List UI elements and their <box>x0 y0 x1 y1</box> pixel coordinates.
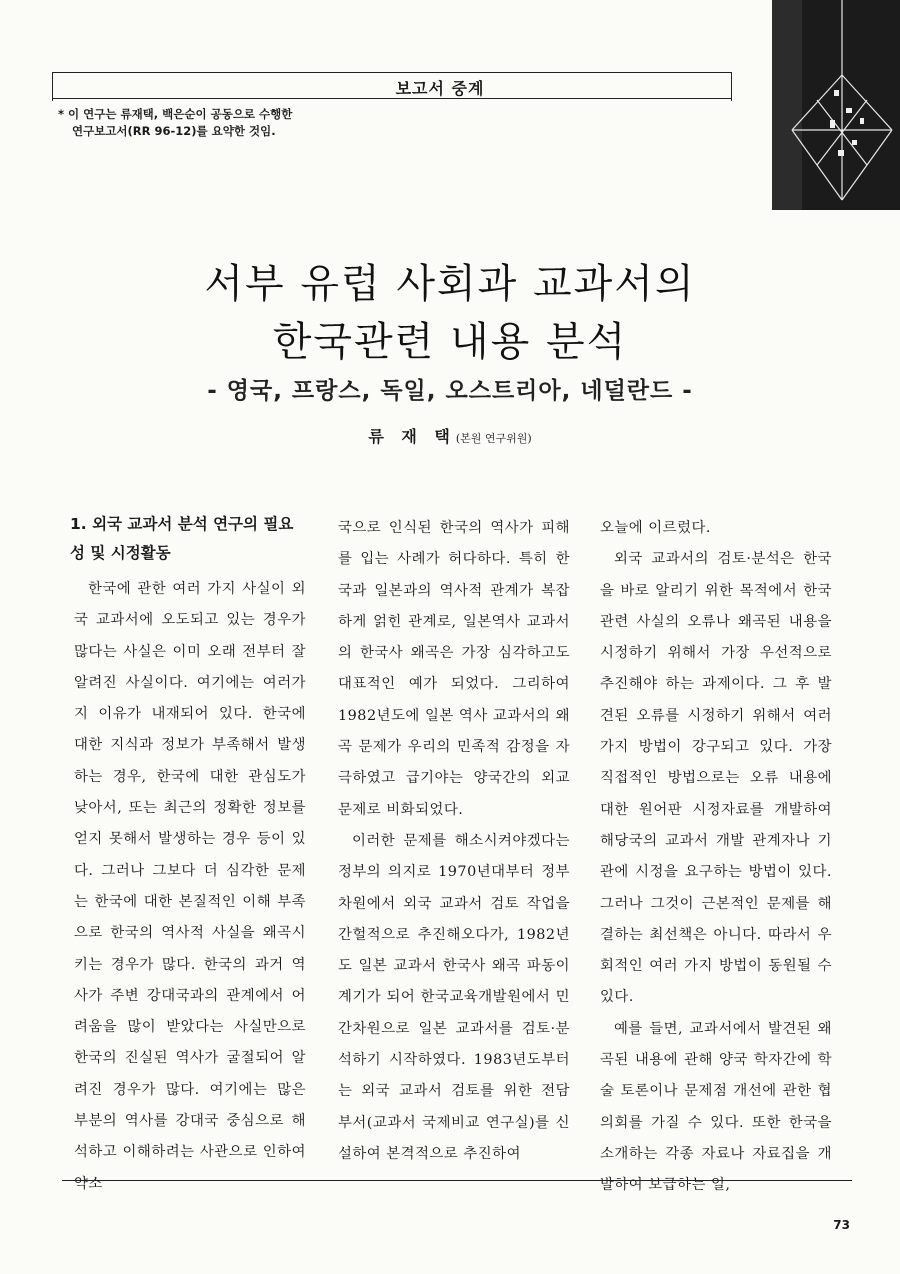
page-number: 73 <box>833 1218 850 1232</box>
footer-rule <box>62 1180 852 1181</box>
article-title-line-2: 한국관련 내용 분석 <box>272 319 628 365</box>
sculpture-graphic <box>772 0 900 210</box>
paragraph: 예를 들면, 교과서에서 발견된 왜곡된 내용에 관해 양국 학자간에 학술 토론이나 문제점 개선에 관한 협의회를 가질 수 있다. 또한 한국을 소개하는 각종 자료나 자료집을 개발하여 보급하는 일, <box>600 1020 832 1194</box>
footnote <box>58 106 378 140</box>
body-column-3 <box>600 513 832 1202</box>
paragraph: 오늘에 이르렀다. <box>600 520 711 536</box>
footnote-line-1: * 이 연구는 류재택, 백은순이 공동으로 수행한 <box>58 107 293 121</box>
paragraph: 외국 교과서의 검토·분석은 한국을 바로 알리기 위한 목적에서 한국관련 사실의 오류나 왜곡된 내용을 시정하기 위해서 가장 우선적으로 추진해야 하는 과제이다. 그 후 발견된 오류를 시정하기 위해서 여러 가지 방법이 강구되고 있다. 가장 직접적인 방법으로는 오류 내용에 대한 원어판 시정자료를 개발하여 해당국의 교과서 개발 관계자나 기관에 시정을 요구하는 방법이 있다. 그러나 그것이 근본적인 문제를 해결하는 최선책은 아니다. 따라서 우회적인 여러 가지 방법이 동원될 수 있다. <box>600 551 832 1006</box>
paragraph: 한국에 관한 여러 가지 사실이 외국 교과서에 오도되고 있는 경우가 많다는 사실은 이미 오래 전부터 잘 알려진 사실이다. 여기에는 여러가지 이유가 내재되어 있다. 한국에 대한 지식과 정보가 부족해서 발생하는 경우, 한국에 대한 관심도가 낮아서, 또는 최근의 정확한 정보를 얻지 못해서 발생하는 경우 등이 있다. 그러나 그보다 더 심각한 문제는 한국에 대한 본질적인 이해 부족으로 한국의 역사적 사실을 왜곡시키는 경우가 많다. 한국의 과거 역사가 주변 강대국과의 관계에서 어려움을 많이 받았다는 사실만으로 한국의 진실된 역사가 굴절되어 알려진 경우가 많다. 여기에는 많은 부분의 역사를 강대국 중심으로 해석하고 이해하려는 사관으로 인하여 약소 <box>74 581 306 1192</box>
article-subtitle: - 영국, 프랑스, 독일, 오스트리아, 네덜란드 - <box>207 378 693 404</box>
paragraph: 이러한 문제를 해소시켜야겠다는 정부의 의지로 1970년대부터 정부차원에서 외국 교과서 검토 작업을 간헐적으로 추진해오다가, 1982년도 일본 교과서 한국사 왜곡 파동이 계기가 되어 한국교육개발원에서 민간차원으로 일본 교과서를 검토·분석하기 시작하였다. 1983년도부터는 외국 교과서 검토를 위한 전담 부서(교과서 국제비교 연구실)를 신설하여 본격적으로 추진하여 <box>338 832 570 1162</box>
article-title-line-1: 서부 유럽 사회과 교과서의 <box>204 261 696 307</box>
section-label: 보고서 중계 <box>395 79 485 98</box>
author-name: 류 재 택 <box>368 427 456 446</box>
paragraph: 국으로 인식된 한국의 역사가 피해를 입는 사례가 허다하다. 특히 한국과 일본과의 역사적 관계가 복잡하게 얽힌 관계로, 일본역사 교과서의 한국사 왜곡은 가장 심각하고도 대표적인 예가 되었다. 그리하여 1982년도에 일본 역사 교과서의 왜곡 문제가 우리의 민족적 감정을 자극하였고 급기야는 양국간의 외교 문제로 비화되었다. <box>338 520 570 818</box>
footnote-line-2: 연구보고서(RR 96-12)를 요약한 것임. <box>72 124 276 138</box>
author-line <box>0 424 900 447</box>
section-heading: 1. 외국 교과서 분석 연구의 필요성 및 시정활동 <box>70 515 294 562</box>
body-column-2 <box>338 513 570 1170</box>
author-affiliation: (본원 연구위원) <box>455 432 532 445</box>
sculpture-photo <box>772 0 900 210</box>
body-column-1 <box>70 510 306 1200</box>
